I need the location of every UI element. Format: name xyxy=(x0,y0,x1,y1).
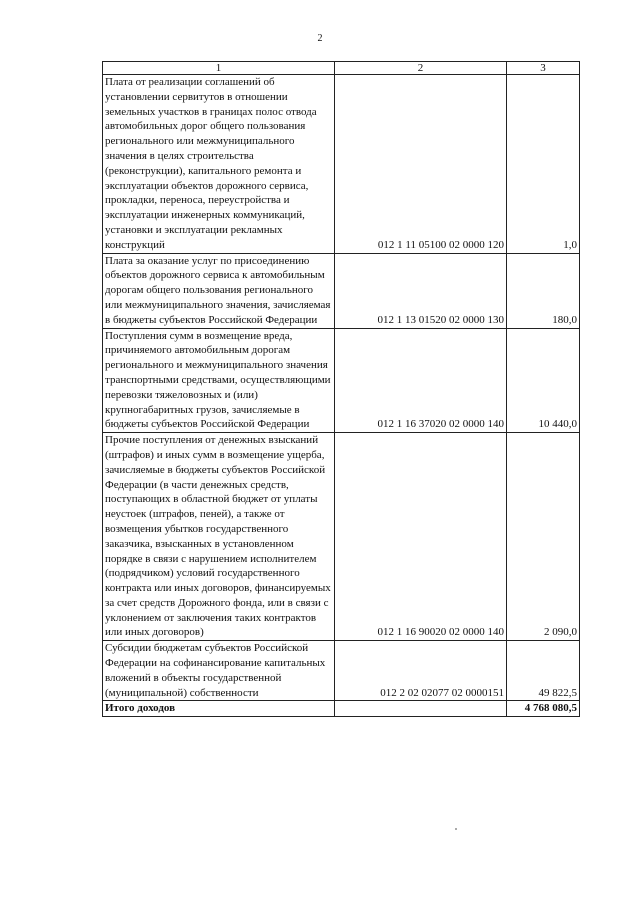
scan-speck xyxy=(455,828,457,830)
table-row xyxy=(103,433,580,641)
row-code: 012 1 16 90020 02 0000 140 xyxy=(335,433,507,641)
row-amount: 10 440,0 xyxy=(507,328,580,433)
table-row xyxy=(103,328,580,433)
row-description: Плата от реализации соглашений об установлении сервитутов в отношении земельных участков в границах полос отвода автомобильных дорог общего пользования регионального или межмуниципального значения в целях строительства (реконструкции), капитального ремонта и эксплуатации объектов дорожного сервиса, прокладки, переноса, переустройства и эксплуатации инженерных коммуникаций, установки и эксплуатации рекламных конструкций xyxy=(103,75,335,254)
table-header-row xyxy=(103,62,580,75)
page-number: 2 xyxy=(317,33,323,44)
total-amount: 4 768 080,5 xyxy=(507,701,580,717)
row-description: Субсидии бюджетам субъектов Российской Федерации на софинансирование капитальных вложений в объекты государственной (муниципальной) собственности xyxy=(103,641,335,701)
total-code xyxy=(335,701,507,717)
column-header-2: 2 xyxy=(335,62,507,75)
table-row xyxy=(103,253,580,328)
total-row xyxy=(103,701,580,717)
table-row xyxy=(103,75,580,254)
row-code: 012 1 13 01520 02 0000 130 xyxy=(335,253,507,328)
row-description: Прочие поступления от денежных взысканий (штрафов) и иных сумм в возмещение ущерба, зачисляемые в бюджеты субъектов Российской Федерации (в части денежных средств, поступающих в областной бюджет от уплаты неустоек (штрафов, пеней), а также от возмещения убытков государственного заказчика, взысканных в установленном порядке в связи с нарушением исполнителем (подрядчиком) условий государственного контракта или иных договоров, финансируемых за счет средств Дорожного фонда, или в связи с уклонением от заключения таких контрактов или иных договоров) xyxy=(103,433,335,641)
row-description: Поступления сумм в возмещение вреда, причиняемого автомобильным дорогам регионального и межмуниципального значения транспортными средствами, осуществляющими перевозки тяжеловозных и (или) крупногабаритных грузов, зачисляемые в бюджеты субъектов Российской Федерации xyxy=(103,328,335,433)
row-amount: 1,0 xyxy=(507,75,580,254)
column-header-3: 3 xyxy=(507,62,580,75)
row-amount: 49 822,5 xyxy=(507,641,580,701)
row-code: 012 1 16 37020 02 0000 140 xyxy=(335,328,507,433)
row-code: 012 2 02 02077 02 0000151 xyxy=(335,641,507,701)
revenue-table xyxy=(102,61,580,717)
column-header-1: 1 xyxy=(103,62,335,75)
row-description: Плата за оказание услуг по присоединению объектов дорожного сервиса к автомобильным дорогам общего пользования регионального или межмуниципального значения, зачисляемая в бюджеты субъектов Российской Федерации xyxy=(103,253,335,328)
table-row xyxy=(103,641,580,701)
total-label: Итого доходов xyxy=(103,701,335,717)
row-amount: 180,0 xyxy=(507,253,580,328)
row-amount: 2 090,0 xyxy=(507,433,580,641)
row-code: 012 1 11 05100 02 0000 120 xyxy=(335,75,507,254)
